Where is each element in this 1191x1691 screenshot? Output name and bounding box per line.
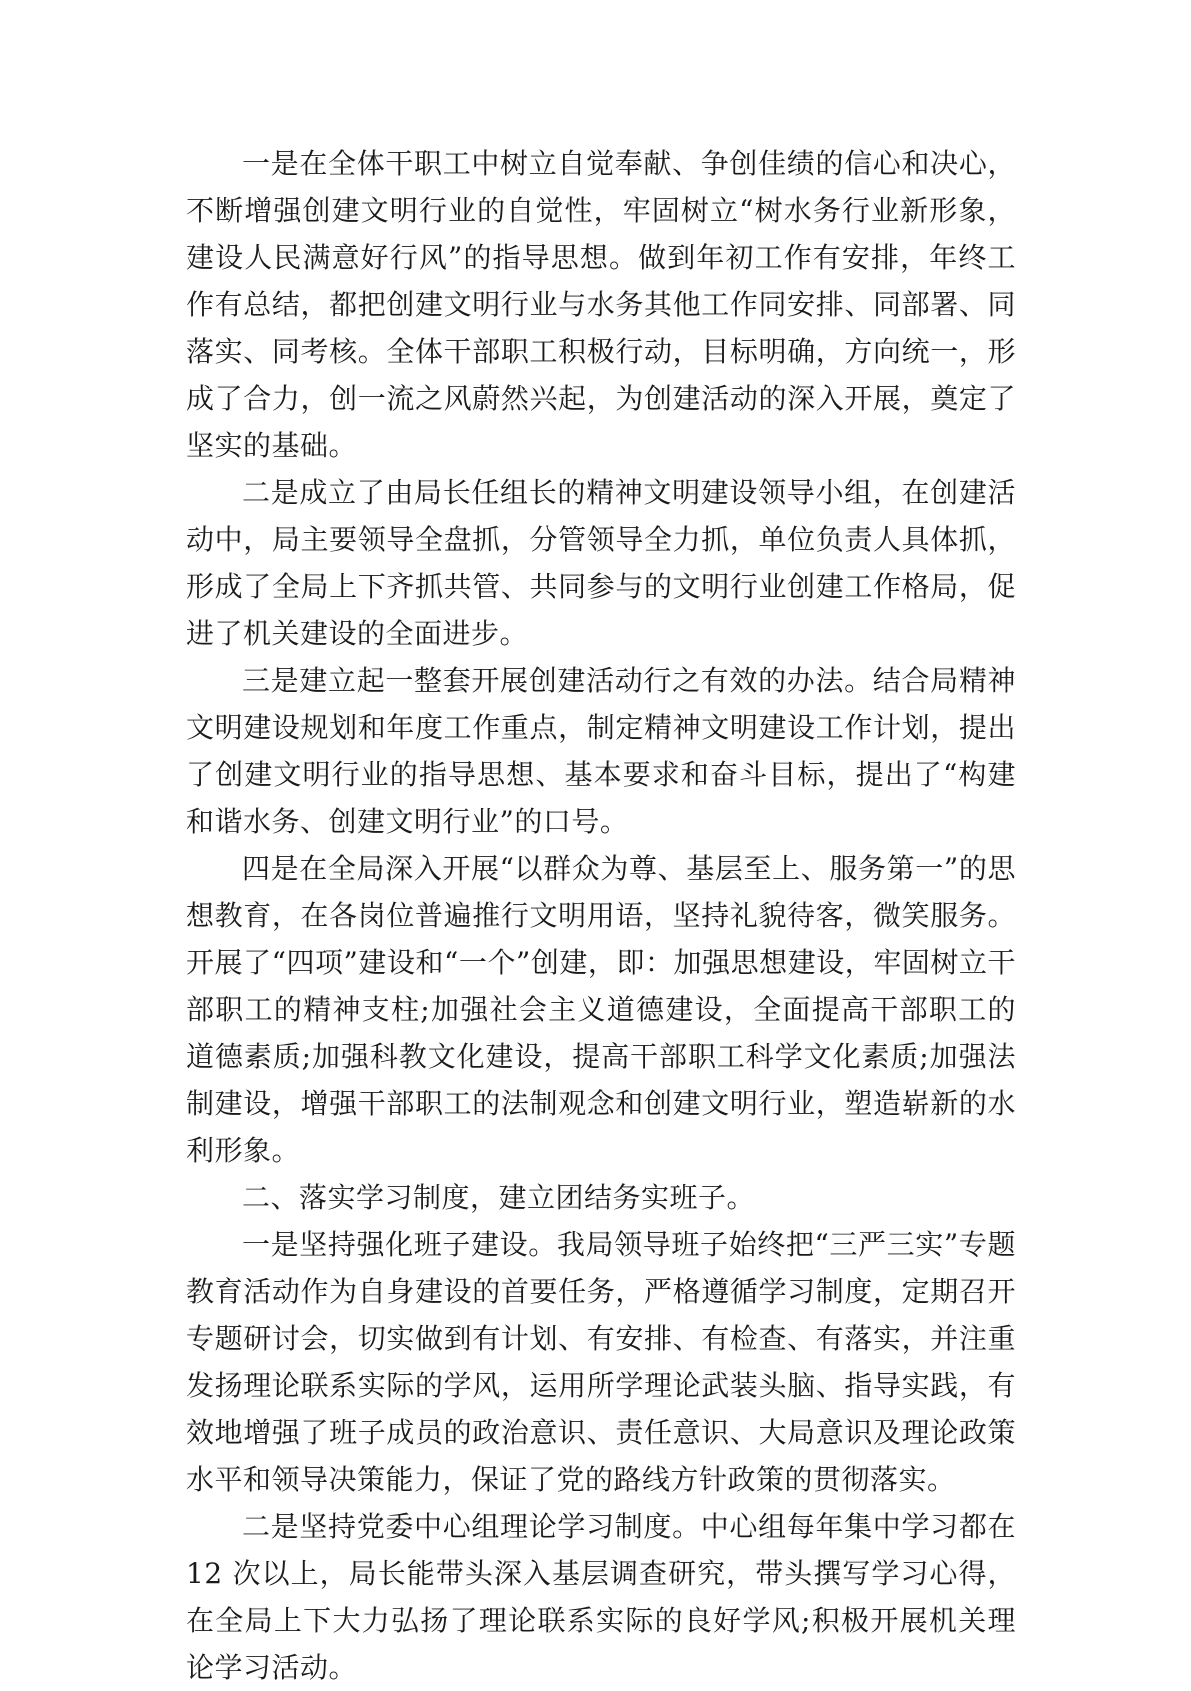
paragraph-4: 四是在全局深入开展“以群众为尊、基层至上、服务第一”的思想教育，在各岗位普遍推行文明用语，坚持礼貌待客，微笑服务。开展了“四项”建设和“一个”创建，即：加强思想建设，牢固树立干部职工的精神支柱;加强社会主义道德建设，全面提高干部职工的道德素质;加强科教文化建设，提高干部职工科学文化素质;加强法制建设，增强干部职工的法制观念和创建文明行业，塑造崭新的水利形象。 — [186, 852, 1016, 1167]
paragraph-3: 三是建立起一整套开展创建活动行之有效的办法。结合局精神文明建设规划和年度工作重点，制定精神文明建设工作计划，提出了创建文明行业的指导思想、基本要求和奋斗目标，提出了“构建和谐水务、创建文明行业”的口号。 — [186, 664, 1016, 838]
paragraph-6: 二是坚持党委中心组理论学习制度。中心组每年集中学习都在 12 次以上，局长能带头深入基层调查研究，带头撰写学习心得，在全局上下大力弘扬了理论联系实际的良好学风;积极开展机关理论学习活动。 — [186, 1510, 1016, 1684]
document-body — [186, 140, 1016, 1691]
paragraph-5: 一是坚持强化班子建设。我局领导班子始终把“三严三实”专题教育活动作为自身建设的首要任务，严格遵循学习制度，定期召开专题研讨会，切实做到有计划、有安排、有检查、有落实，并注重发扬理论联系实际的学风，运用所学理论武装头脑、指导实践，有效地增强了班子成员的政治意识、责任意识、大局意识及理论政策水平和领导决策能力，保证了党的路线方针政策的贯彻落实。 — [186, 1228, 1016, 1496]
paragraph-2: 二是成立了由局长任组长的精神文明建设领导小组，在创建活动中，局主要领导全盘抓，分管领导全力抓，单位负责人具体抓，形成了全局上下齐抓共管、共同参与的文明行业创建工作格局，促进了机关建设的全面进步。 — [186, 476, 1016, 650]
paragraph-1: 一是在全体干职工中树立自觉奉献、争创佳绩的信心和决心，不断增强创建文明行业的自觉性，牢固树立“树水务行业新形象，建设人民满意好行风”的指导思想。做到年初工作有安排，年终工作有总结，都把创建文明行业与水务其他工作同安排、同部署、同落实、同考核。全体干部职工积极行动，目标明确，方向统一，形成了合力，创一流之风蔚然兴起，为创建活动的深入开展，奠定了坚实的基础。 — [186, 147, 1016, 462]
section-heading: 二、落实学习制度，建立团结务实班子。 — [242, 1181, 756, 1214]
